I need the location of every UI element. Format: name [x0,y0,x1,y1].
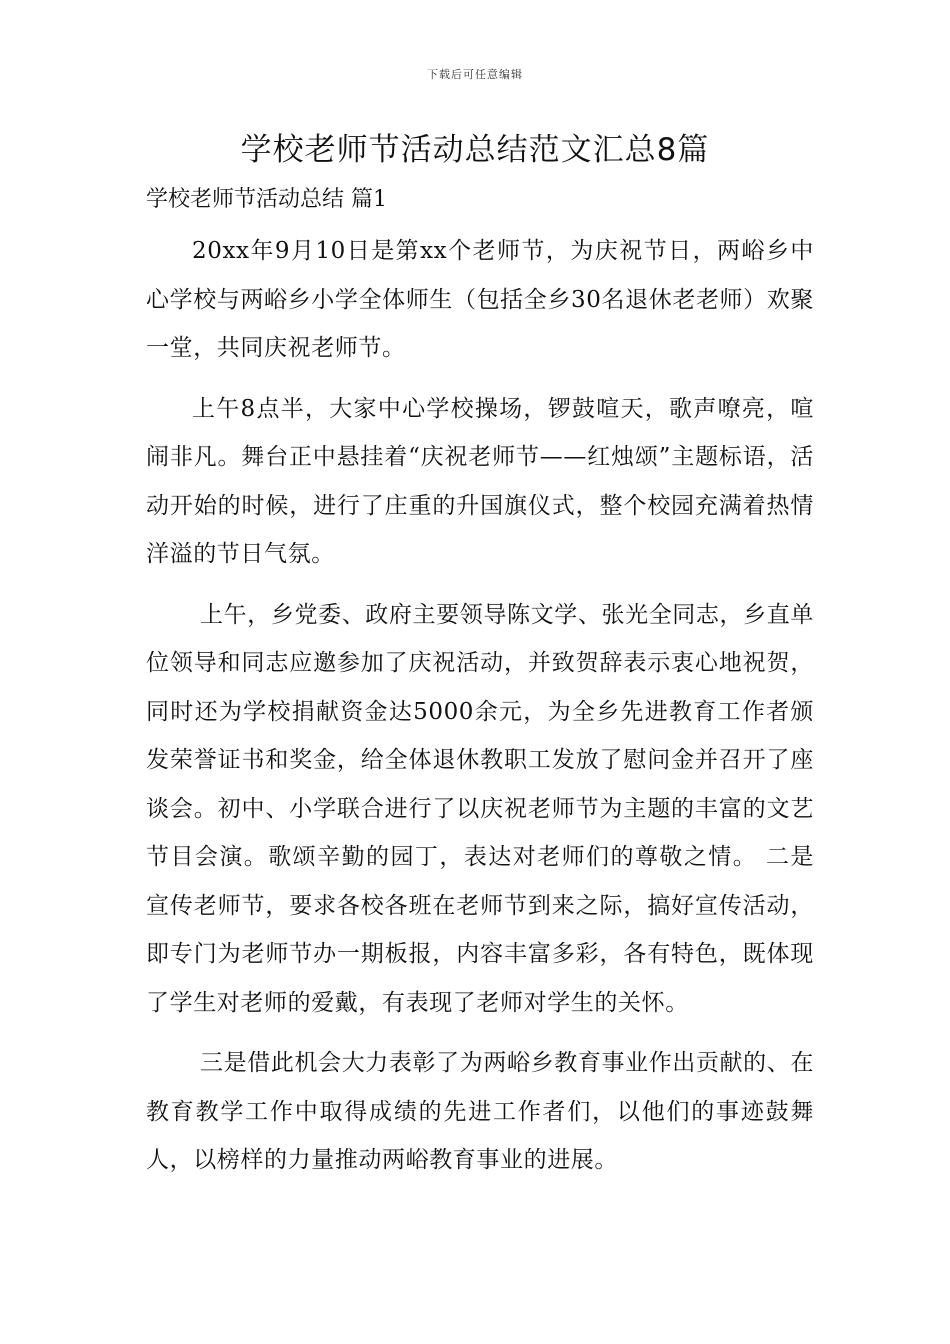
document-title: 学校老师节活动总结范文汇总8篇 [240,132,710,168]
header-note: 下载后可任意编辑 [427,68,523,81]
section-heading: 学校老师节活动总结 篇1 [146,187,387,212]
paragraph: 20xx年9月10日是第xx个老师节，为庆祝节日，两峪乡中心学校与两峪乡小学全体师生（包括全乡30名退休老老师）欢聚一堂，共同庆祝老师节。 [146,238,814,361]
document-body [146,227,814,1197]
paragraph: 三是借此机会大力表彰了为两峪乡教育事业作出贡献的、在教育教学工作中取得成绩的先进工作者们，以他们的事迹鼓舞人，以榜样的力量推动两峪教育事业的进展。 [146,1050,814,1173]
paragraph: 上午8点半，大家中心学校操场，锣鼓喧天，歌声嘹亮，喧闹非凡。舞台正中悬挂着“庆祝老师节——红烛颂”主题标语，活动开始的时候，进行了庄重的升国旗仪式，整个校园充满着热情洋溢的节日气氛。 [146,395,814,567]
paragraph: 上午，乡党委、政府主要领导陈文学、张光全同志，乡直单位领导和同志应邀参加了庆祝活动，并致贺辞表示衷心地祝贺，同时还为学校捐献资金达5000余元，为全乡先进教育工作者颁发荣誉证书和奖金，给全体退休教职工发放了慰问金并召开了座谈会。初中、小学联合进行了以庆祝老师节为主题的丰富的文艺节目会演。歌颂辛勤的园丁，表达对老师们的尊敬之情。 二是宣传老师节，要求各校各班在老师节到来之际，搞好宣传活动，即专门为老师节办一期板报，内容丰富多彩，各有特色，既体现了学生对老师的爱戴，有表现了老师对学生的关怀。 [146,601,814,1016]
